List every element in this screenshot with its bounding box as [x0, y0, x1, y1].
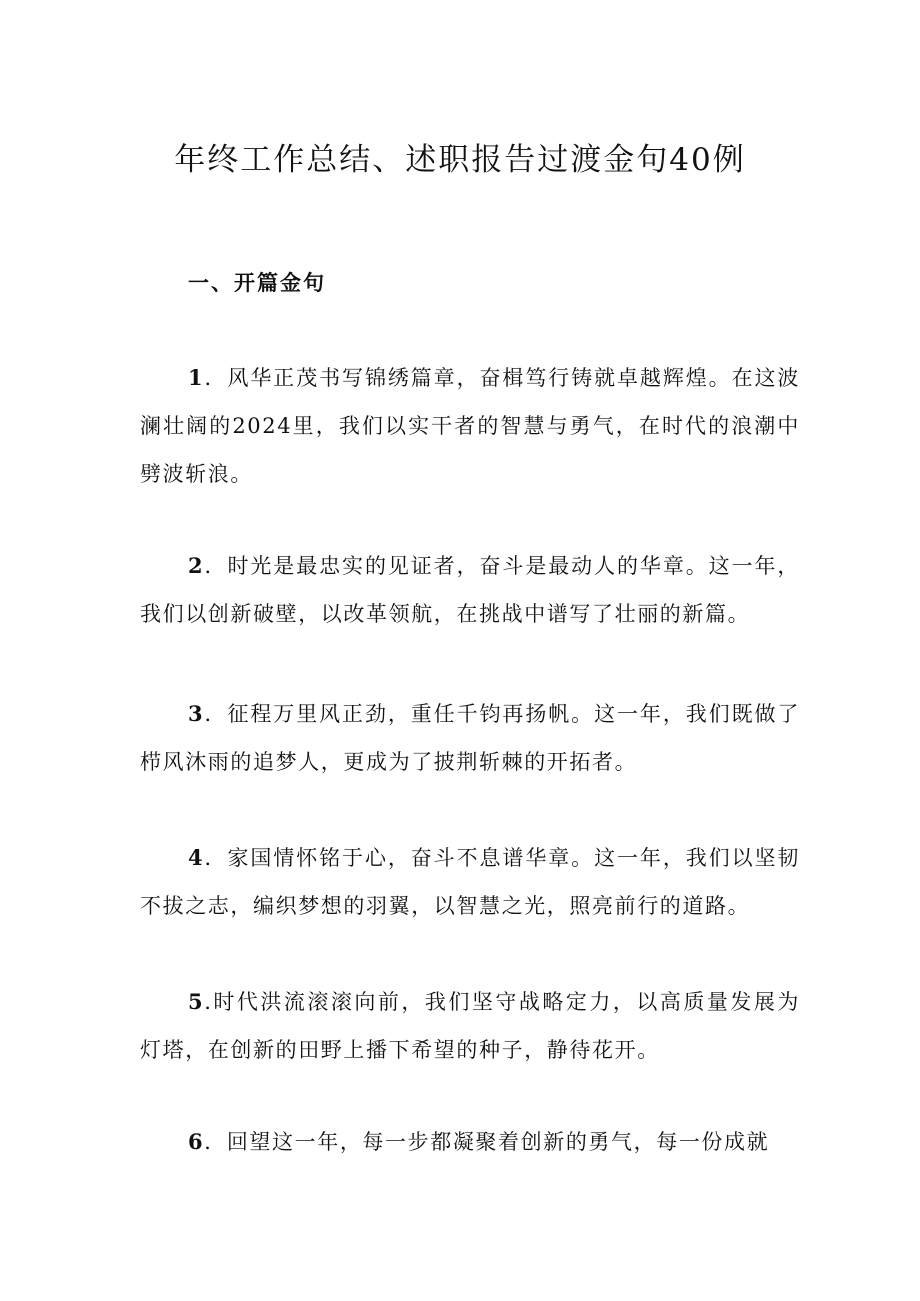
paragraph-number: 1	[188, 365, 205, 390]
paragraph-number: 5	[188, 989, 205, 1014]
paragraph-4	[140, 834, 800, 930]
paragraph-number: 6	[188, 1129, 205, 1154]
paragraph-number: 2	[188, 553, 205, 578]
paragraph-3	[140, 690, 800, 786]
document-title: 年终工作总结、述职报告过渡金句40例	[174, 142, 746, 178]
paragraph-separator: ．	[204, 846, 228, 870]
paragraph-text: 征程万里风正劲，重任千钧再扬帆。这一年，我们既做了栉风沐雨的追梦人，更成为了披荆斩棘的开拓者。	[140, 702, 800, 774]
paragraph-2	[140, 542, 800, 638]
paragraph-1	[140, 354, 800, 498]
paragraph-separator: ．	[204, 554, 228, 578]
paragraph-text: 时光是最忠实的见证者，奋斗是最动人的华章。这一年，我们以创新破壁，以改革领航，在挑战中谱写了壮丽的新篇。	[140, 554, 800, 626]
paragraph-text: 回望这一年，每一步都凝聚着创新的勇气，每一份成就	[226, 1130, 770, 1154]
paragraph-separator: ．	[204, 366, 228, 390]
paragraph-separator: ．	[204, 702, 228, 726]
paragraph-text: 时代洪流滚滚向前，我们坚守战略定力，以高质量发展为灯塔，在创新的田野上播下希望的种子，静待花开。	[140, 990, 800, 1062]
paragraph-text: 家国情怀铭于心，奋斗不息谱华章。这一年，我们以坚韧不拔之志，编织梦想的羽翼，以智慧之光，照亮前行的道路。	[140, 846, 800, 918]
paragraph-text: 风华正茂书写锦绣篇章，奋楫笃行铸就卓越辉煌。在这波澜壮阔的2024里，我们以实干者的智慧与勇气，在时代的浪潮中劈波斩浪。	[140, 366, 800, 486]
paragraph-6	[140, 1118, 800, 1166]
paragraph-number: 4	[188, 845, 205, 870]
paragraph-separator: .	[204, 990, 213, 1014]
paragraph-5	[140, 978, 800, 1074]
paragraph-number: 3	[188, 701, 205, 726]
section-heading: 一、开篇金句	[188, 270, 326, 295]
paragraph-separator: ．	[204, 1130, 227, 1154]
